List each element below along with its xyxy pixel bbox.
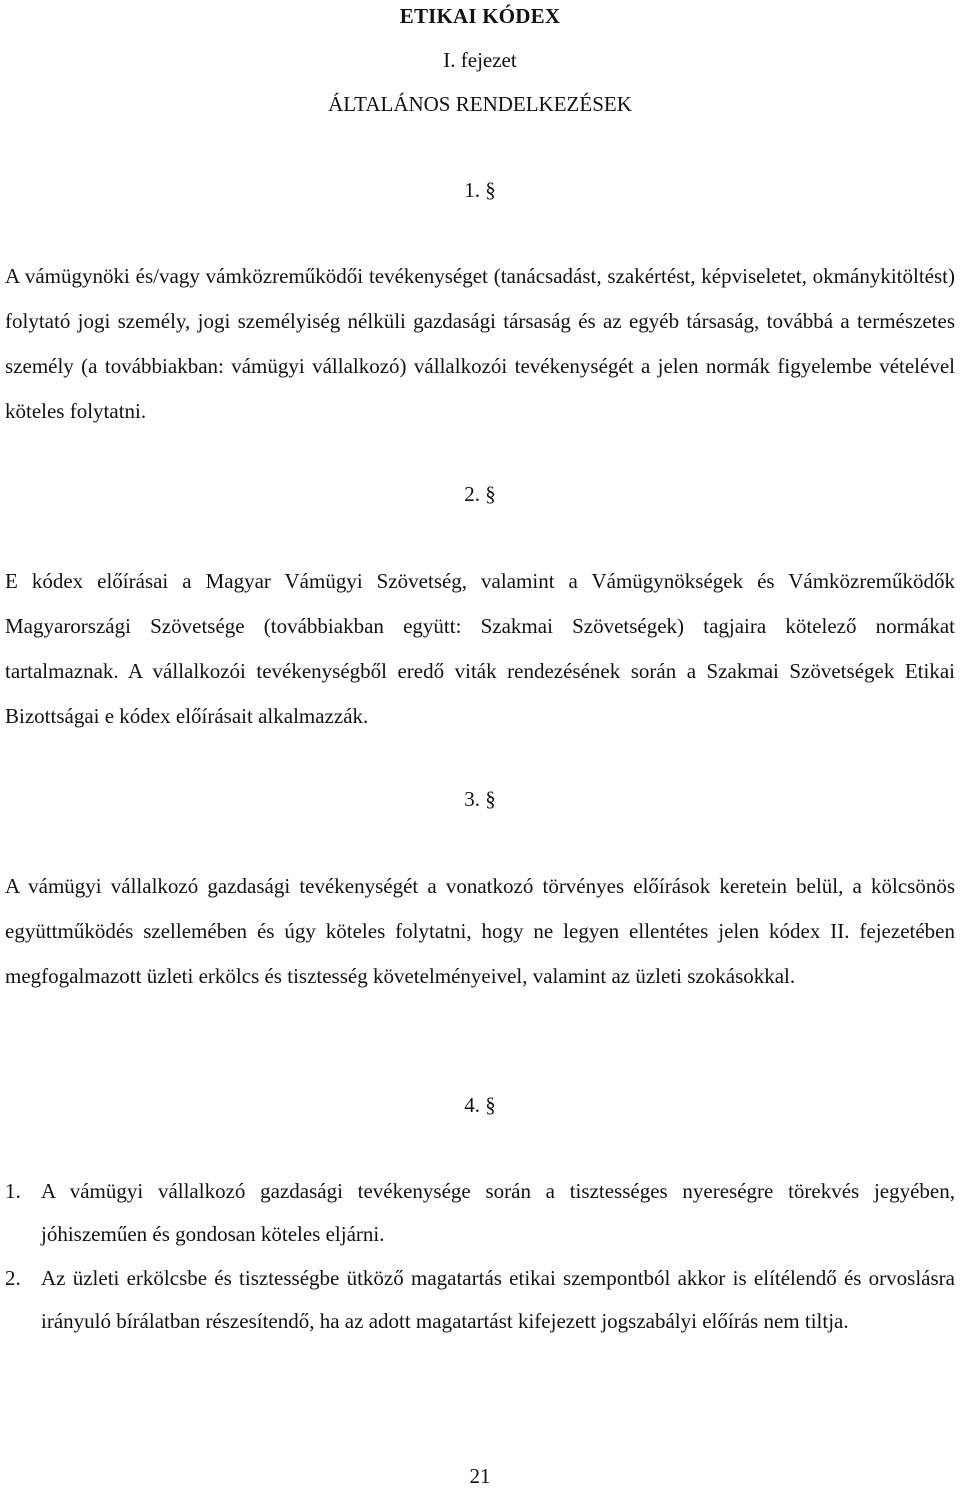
section-1-text: A vámügynöki és/vagy vámközreműködői tevékenységet (tanácsadást, szakértést, képviseletet, okmánykitöltést) folytató jogi személy, jogi személyiség nélküli gazdasági társaság és az egyéb társaság, továbbá a természetes személy (a továbbiakban: vámügyi vállalkozó) vállalkozói tevékenységét a jelen normák figyelembe vételével köteles folytatni. xyxy=(5,264,955,423)
section-4-heading: 4. § xyxy=(464,1093,496,1117)
section-1-heading: 1. § xyxy=(464,178,496,202)
section-3-heading: 3. § xyxy=(464,787,496,811)
chapter-name: ÁLTALÁNOS RENDELKEZÉSEK xyxy=(328,92,632,116)
list-item-text: A vámügyi vállalkozó gazdasági tevékenysége során a tisztességes nyereségre törekvés jegyében, jóhiszeműen és gondosan köteles eljárni. xyxy=(41,1179,955,1246)
section-2-heading: 2. § xyxy=(464,482,496,506)
section-2-text: E kódex előírásai a Magyar Vámügyi Szövetség, valamint a Vámügynökségek és Vámközreműködők Magyarországi Szövetsége (továbbiakban együtt: Szakmai Szövetségek) tagjaira kötelező normákat tartalmaznak. A vállalkozói tevékenységből eredő viták rendezésének során a Szakmai Szövetségek Etikai Bizottságai e kódex előírásait alkalmazzák. xyxy=(5,569,955,728)
chapter-label: I. fejezet xyxy=(443,48,517,72)
page-number: 21 xyxy=(469,1464,491,1488)
list-item-number: 2. xyxy=(5,1266,21,1290)
list-item-text: Az üzleti erkölcsbe és tisztességbe ütköző magatartás etikai szempontból akkor is elítélendő és orvoslásra irányuló bírálatban részesítendő, ha az adott magatartást kifejezett jogszabályi előírás nem tiltja. xyxy=(41,1266,955,1333)
list-item xyxy=(5,1170,955,1256)
list-item-number: 1. xyxy=(5,1179,21,1203)
list-item xyxy=(5,1257,955,1343)
document-title: ETIKAI KÓDEX xyxy=(399,4,561,28)
section-3-text: A vámügyi vállalkozó gazdasági tevékenységét a vonatkozó törvényes előírások keretein belül, a kölcsönös együttműködés szellemében és úgy köteles folytatni, hogy ne legyen ellentétes jelen kódex II. fejezetében megfogalmazott üzleti erkölcs és tisztesség követelményeivel, valamint az üzleti szokásokkal. xyxy=(5,874,955,988)
